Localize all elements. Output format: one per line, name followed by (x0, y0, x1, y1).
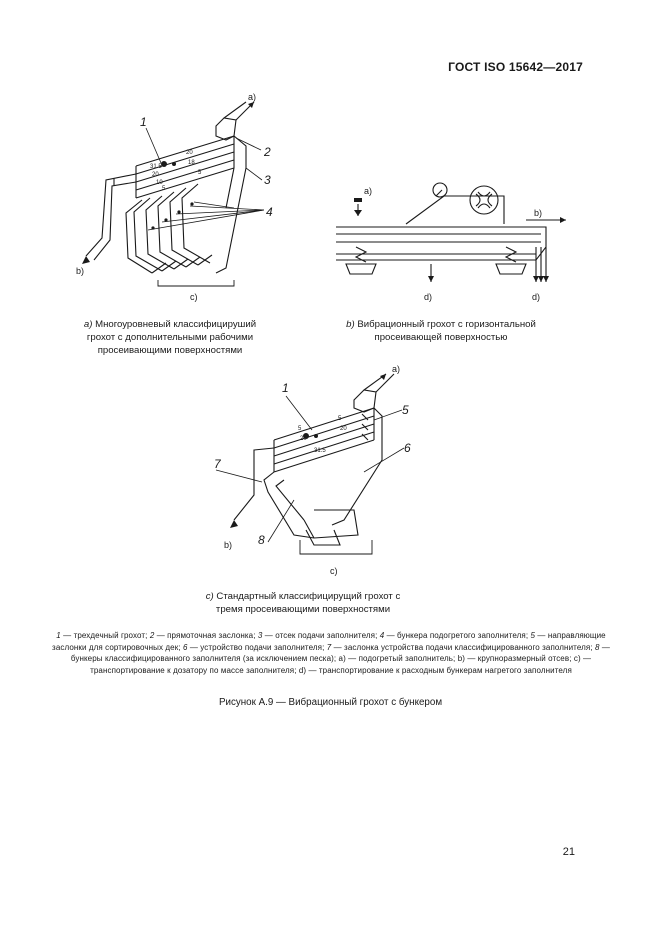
label-b: b) (76, 266, 85, 276)
figure-a-svg (66, 88, 306, 308)
legend-text: прямоточная заслонка; (167, 631, 256, 640)
deck-mark: 5 (298, 426, 302, 432)
caption-b (330, 318, 552, 344)
legend-text: направляющие заслонки для сортировочных дек; (52, 631, 606, 652)
deck-mark: 31.5 (314, 448, 326, 454)
deck-mark: 5 (198, 170, 202, 176)
label-a: a) (392, 364, 401, 374)
legend-num: 8 (594, 642, 600, 652)
callout-4: 4 (266, 205, 273, 219)
deck-mark: 5 (338, 416, 342, 422)
legend-num: 2 (149, 631, 155, 640)
label-c: c) (190, 292, 198, 302)
caption-c-letter: c) (205, 591, 214, 602)
deck-mark: 18 (188, 160, 195, 166)
callout-5: 5 (402, 403, 409, 417)
figure-c-diagram (214, 360, 446, 580)
figure-legend: 1 — трехдечный грохот; 2 — прямоточная заслонка; 3 — отсек подачи заполнителя; 4 — бункера подогретого заполнителя; 5 — направляющие заслонки для сортировочных дек; 6 — устройство подачи заполнителя; 7 — заслонка устройства подачи классифицированного заполнителя; 8 — бункеры классифицированного заполнителя (за исключением песка); a) — подогретый заполнитель; b) — крупноразмерный отсев; c) — транспортирование к дозатору по массе заполнителя; d) — транспортирование к расходным бункерам нагретого заполнителя (52, 631, 610, 675)
figure-b-svg (336, 172, 566, 307)
caption-c (200, 590, 406, 616)
caption-a (70, 318, 270, 357)
caption-c-text: Стандартный классифицирущий грохот с тремя просеивающими поверхностями (213, 591, 401, 615)
legend-num: 7 (326, 642, 332, 652)
callout-1: 1 (140, 115, 147, 129)
callout-3: 3 (264, 173, 271, 187)
deck-mark: 5 (162, 186, 166, 192)
page-number: 21 (562, 846, 575, 858)
label-a: a) (248, 92, 257, 102)
caption-b-letter: b) (346, 319, 355, 330)
legend-num: 6 (182, 642, 188, 652)
deck-mark: 10 (156, 180, 163, 186)
callout-8: 8 (258, 533, 265, 547)
figure-c-svg (214, 360, 446, 580)
deck-mark: 31.5 (150, 164, 162, 170)
label-d-right: d) (532, 292, 541, 302)
caption-a-letter: a) (83, 319, 93, 330)
document-header: ГОСТ ISO 15642—2017 (448, 60, 583, 74)
label-b: b) (224, 540, 233, 550)
deck-mark: 20 (186, 150, 193, 156)
legend-text: отсек подачи заполнителя; (275, 631, 378, 640)
callout-2: 2 (264, 145, 271, 159)
legend-num: 1 (56, 631, 61, 640)
deck-mark: 20 (340, 426, 347, 432)
label-c: c) (330, 566, 338, 576)
legend-text: бункеры классифицированного заполнителя (за исключением песка); (70, 654, 337, 664)
callout-6: 6 (404, 441, 411, 455)
label-a: a) (364, 186, 373, 196)
label-b: b) (534, 208, 543, 218)
caption-b-text: Вибрационный грохот с горизонтальной просеивающей поверхностью (354, 319, 536, 343)
label-d: d) (424, 292, 433, 302)
callout-7: 7 (214, 457, 221, 471)
legend-text: устройство подачи заполнителя; (200, 642, 325, 652)
callout-1: 1 (282, 381, 289, 395)
figure-b-diagram (336, 172, 566, 307)
legend-text: бункера подогретого заполнителя; (397, 631, 529, 640)
legend-tail: a) — подогретый заполнитель; b) — крупноразмерный отсев; c) — транспортирование к дозатору по массе заполнителя; d) — транспортирование к расходным бункерам нагретого заполнителя (90, 654, 592, 675)
legend-text: трехдечный грохот; (73, 631, 148, 640)
deck-mark: 20 (300, 436, 307, 442)
legend-num: 4 (379, 631, 385, 640)
legend-text: заслонка устройства подачи классифицированного заполнителя; (344, 642, 593, 652)
legend-num: 3 (257, 631, 263, 640)
caption-a-text: Многоуровневый классифицируший грохот с дополнительными рабочими просеивающими поверхностями (86, 319, 257, 356)
figure-title: Рисунок А.9 — Вибрационный грохот с бункером (218, 697, 443, 708)
figure-a-diagram (66, 88, 306, 308)
deck-mark: 20 (152, 172, 159, 178)
legend-num: 5 (530, 631, 536, 640)
